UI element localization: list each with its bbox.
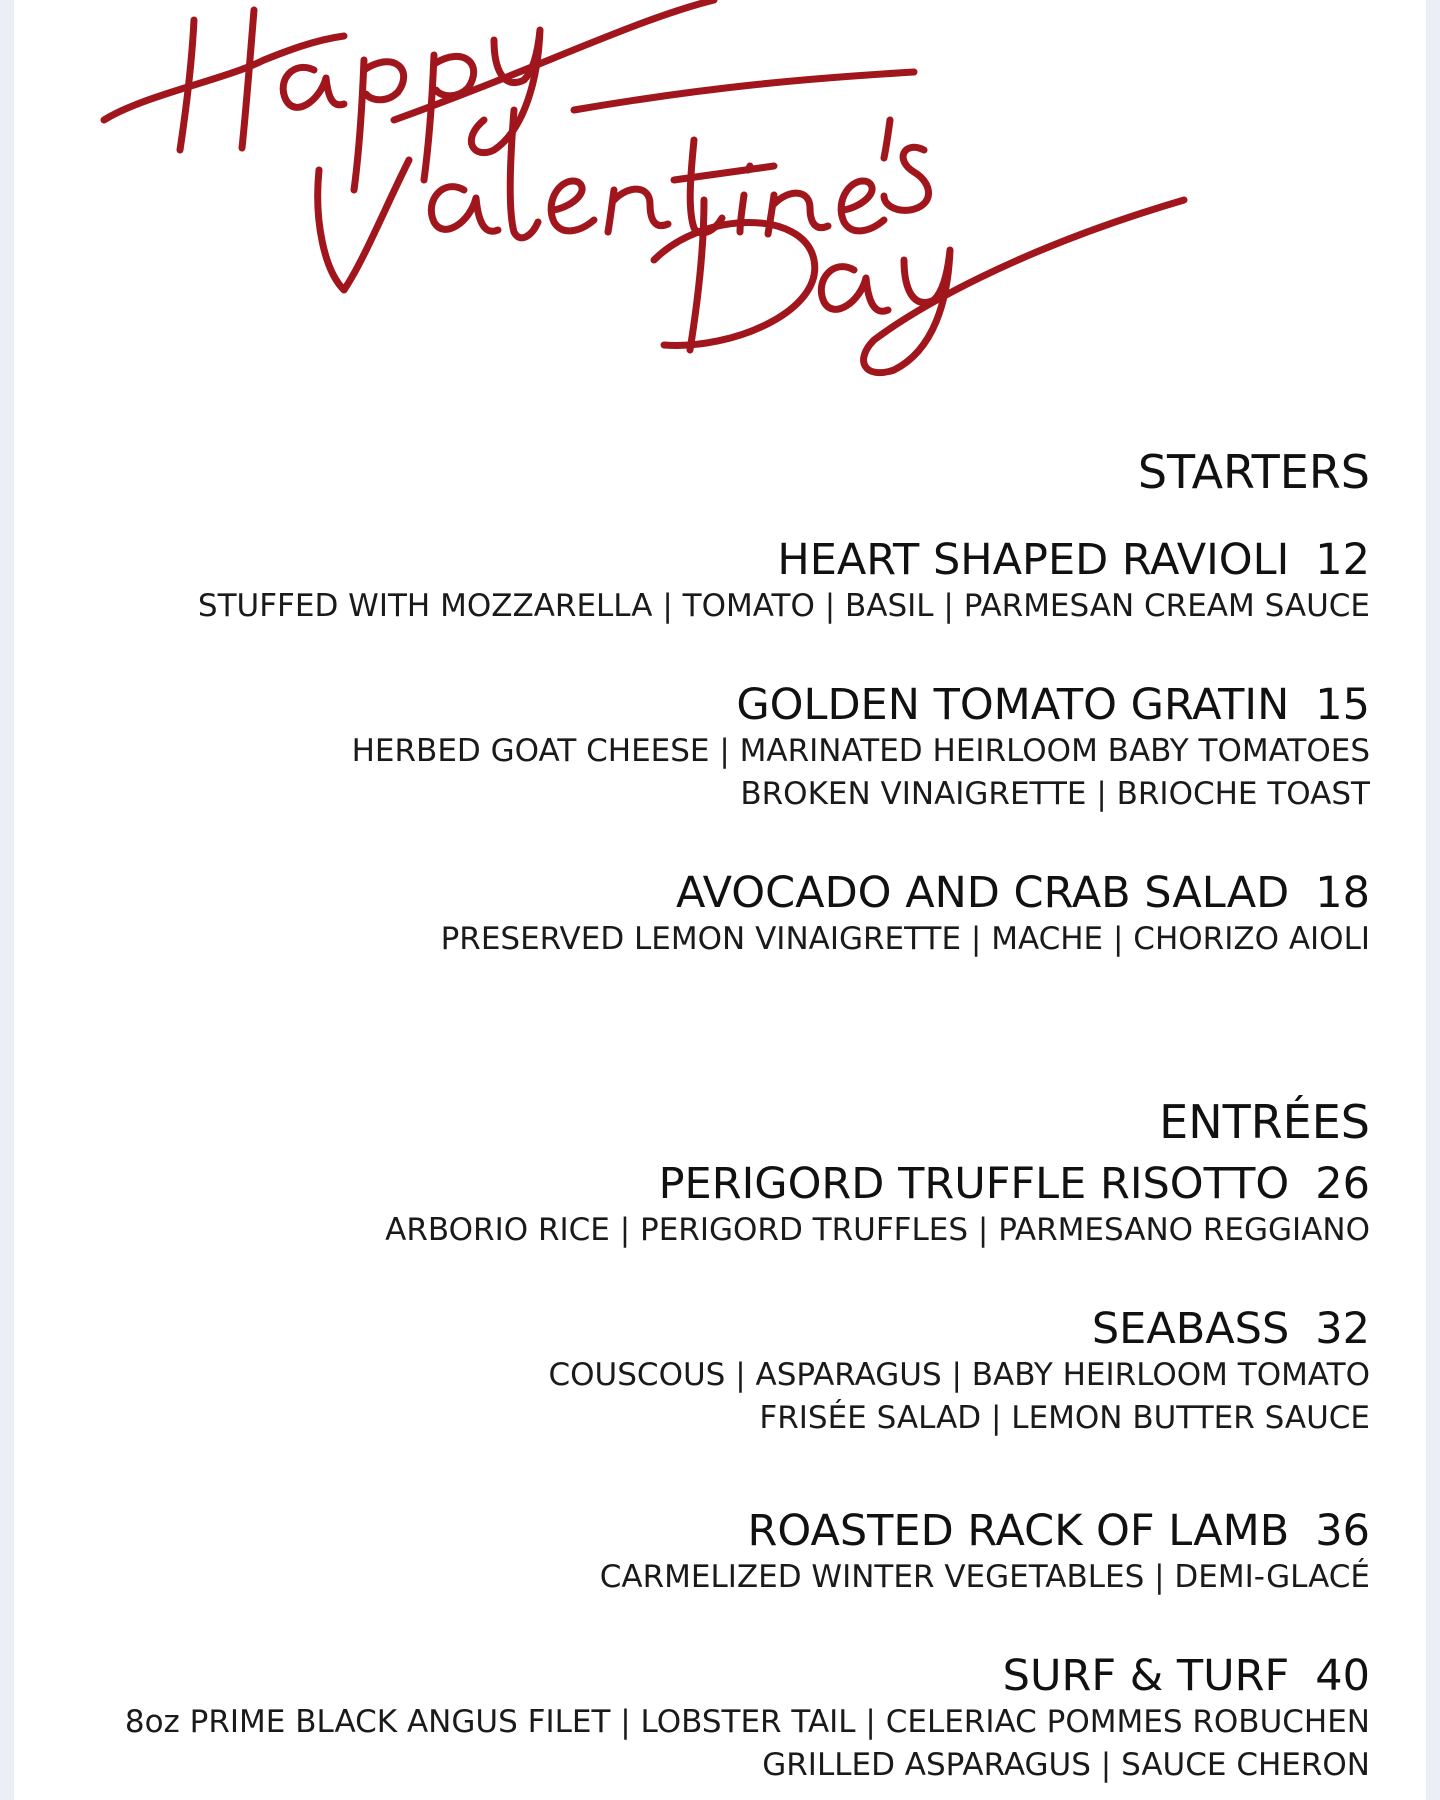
item-price: 15 [1315,680,1370,730]
menu-item-heart-shaped-ravioli [70,535,1370,628]
item-title [70,680,1370,730]
item-name: AVOCADO AND CRAB SALAD [675,868,1290,918]
menu-item-golden-tomato-gratin [70,680,1370,816]
item-name: PERIGORD TRUFFLE RISOTTO [658,1159,1290,1209]
item-description: FRISÉE SALAD | LEMON BUTTER SAUCE [759,1400,1370,1436]
menu-item-surf-and-turf [70,1651,1370,1787]
item-description: HERBED GOAT CHEESE | MARINATED HEIRLOOM BABY TOMATOES [351,733,1370,769]
item-description: COUSCOUS | ASPARAGUS | BABY HEIRLOOM TOMATO [548,1357,1370,1393]
script-lettering [14,0,1426,400]
section-heading-starters: STARTERS [1137,445,1370,499]
item-price: 40 [1315,1651,1370,1701]
item-description: GRILLED ASPARAGUS | SAUCE CHERON [762,1747,1370,1783]
item-title [70,1159,1370,1209]
item-name: GOLDEN TOMATO GRATIN [736,680,1290,730]
item-title [70,1506,1370,1556]
item-description: CARMELIZED WINTER VEGETABLES | DEMI-GLACÉ [599,1559,1370,1595]
item-description: PRESERVED LEMON VINAIGRETTE | MACHE | CHORIZO AIOLI [440,921,1370,957]
item-description: ARBORIO RICE | PERIGORD TRUFFLES | PARMESANO REGGIANO [385,1212,1370,1248]
item-price: 36 [1315,1506,1370,1556]
valentines-script-title [14,0,1426,400]
menu-item-seabass [70,1304,1370,1440]
item-description: BROKEN VINAIGRETTE | BRIOCHE TOAST [740,776,1370,812]
item-description: 8oz PRIME BLACK ANGUS FILET | LOBSTER TAIL | CELERIAC POMMES ROBUCHEN [124,1704,1370,1740]
item-description: STUFFED WITH MOZZARELLA | TOMATO | BASIL | PARMESAN CREAM SAUCE [197,588,1370,624]
menu-item-avocado-crab-salad [70,868,1370,961]
item-name: ROASTED RACK OF LAMB [747,1506,1290,1556]
section-heading-entrees: ENTRÉES [1159,1095,1370,1149]
item-price: 18 [1315,868,1370,918]
item-name: SEABASS [1091,1304,1290,1354]
item-price: 32 [1315,1304,1370,1354]
menu-item-perigord-truffle-risotto [70,1159,1370,1252]
item-name: HEART SHAPED RAVIOLI [777,535,1290,585]
item-title [70,535,1370,585]
item-price: 26 [1315,1159,1370,1209]
item-title [70,1651,1370,1701]
menu-item-roasted-rack-of-lamb [70,1506,1370,1599]
menu-page [14,0,1426,1800]
item-title [70,1304,1370,1354]
item-name: SURF & TURF [1002,1651,1290,1701]
item-title [70,868,1370,918]
item-price: 12 [1315,535,1370,585]
